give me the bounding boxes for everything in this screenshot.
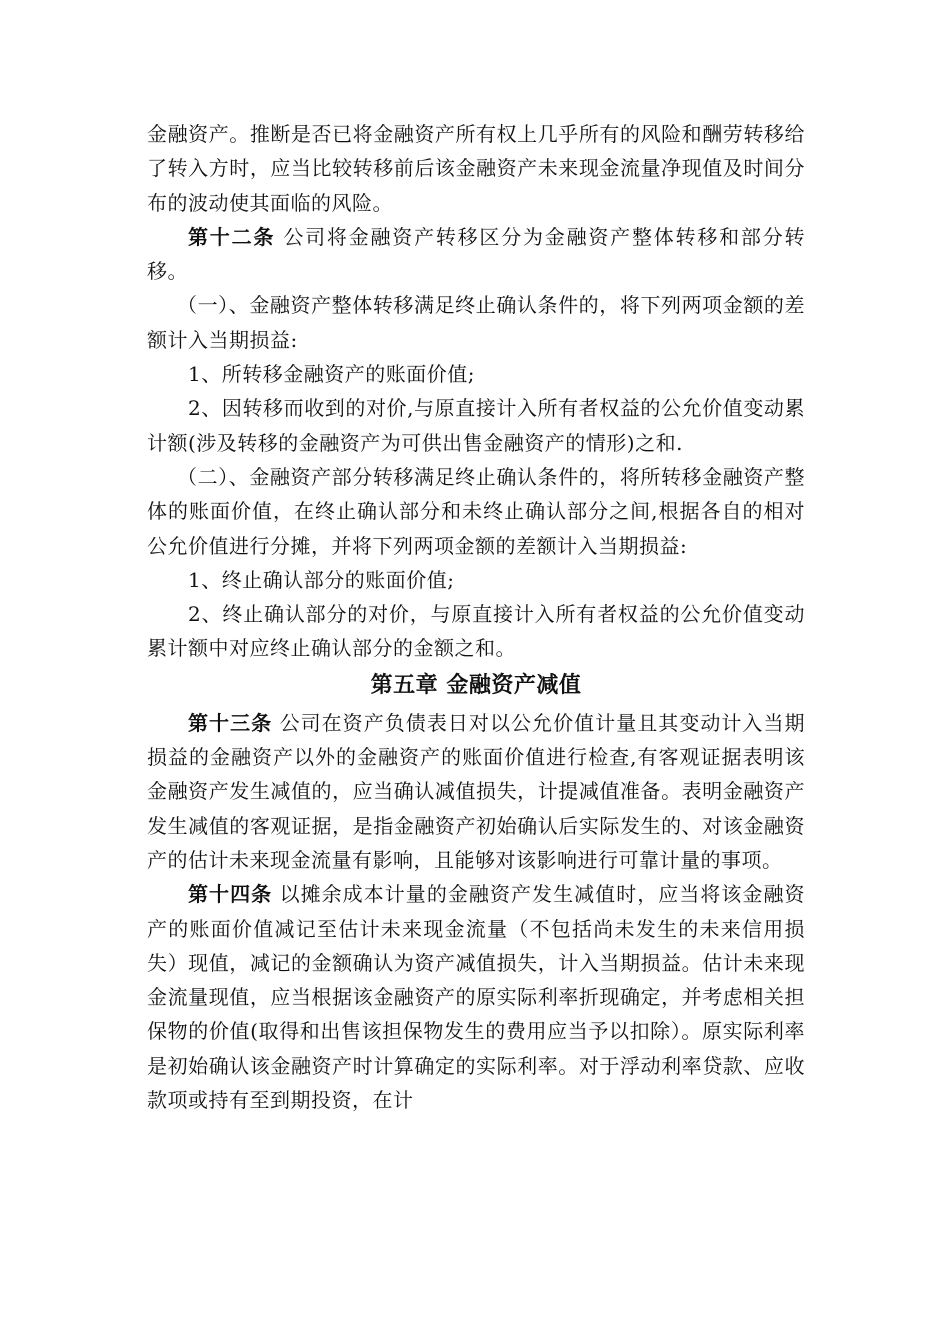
article-12-paragraph: [147, 220, 805, 289]
clause-1-paragraph: [147, 288, 805, 357]
paragraph-text: 金融资产。推断是否已将金融资产所有权上几乎所有的风险和酬劳转移给了转入方时，应当比较转移前后该金融资产未来现金流量净现值及时间分布的波动使其面临的风险。: [147, 122, 805, 215]
paragraph-text: 公司在资产负债表日对以公允价值计量且其变动计入当期损益的金融资产以外的金融资产的账面价值进行检查,有客观证据表明该金融资产发生减值的，应当确认减值损失，计提减值准备。表明金融资产发生减值的客观证据，是指金融资产初始确认后实际发生的、对该金融资产的估计未来现金流量有影响，且能够对该影响进行可靠计量的事项。: [147, 710, 806, 872]
clause-1-item-2: [147, 391, 805, 460]
article-number: 第十三条: [188, 710, 273, 735]
paragraph-text: 2、因转移而收到的对价,与原直接计入所有者权益的公允价值变动累计额(涉及转移的金融资产为可供出售金融资产的情形)之和.: [147, 396, 805, 455]
chapter-title: 第五章 金融资产减值: [370, 672, 582, 698]
paragraph-text: 1、所转移金融资产的账面价值;: [188, 362, 475, 387]
article-13-paragraph: [147, 706, 805, 877]
article-number: 第十四条: [188, 882, 273, 907]
paragraph-text: 2、终止确认部分的对价，与原直接计入所有者权益的公允价值变动累计额中对应终止确认部分的金额之和。: [147, 602, 805, 661]
paragraph-text: （二）、金融资产部分转移满足终止确认条件的，将所转移金融资产整体的账面价值，在终止确认部分和未终止确认部分之间,根据各自的相对公允价值进行分摊，并将下列两项金额的差额计入当期损益:: [147, 464, 805, 558]
clause-2-item-1: [147, 563, 805, 597]
paragraph-text: 公司将金融资产转移区分为金融资产整体转移和部分转移。: [147, 224, 806, 284]
document-body: [147, 117, 805, 1117]
paragraph-text: 以摊余成本计量的金融资产发生减值时，应当将该金融资产的账面价值减记至估计未来现金流量（不包括尚未发生的未来信用损失）现值，减记的金额确认为资产减值损失，计入当期损益。估计未来现金流量现值，应当根据该金融资产的原实际利率折现确定，并考虑相关担保物的价值(取得和出售该担保物发生的费用应当予以扣除）。原实际利率是初始确认该金融资产时计算确定的实际利率。对于浮动利率贷款、应收款项或持有至到期投资，在计: [147, 882, 806, 1113]
paragraph-text: （一）、金融资产整体转移满足终止确认条件的，将下列两项金额的差额计入当期损益:: [147, 293, 805, 352]
article-14-paragraph: [147, 877, 805, 1117]
clause-1-item-1: [147, 357, 805, 391]
clause-2-item-2: [147, 597, 805, 666]
paragraph-continued: [147, 117, 805, 220]
article-number: 第十二条: [188, 224, 276, 249]
clause-2-paragraph: [147, 460, 805, 563]
paragraph-text: 1、终止确认部分的账面价值;: [188, 567, 455, 592]
